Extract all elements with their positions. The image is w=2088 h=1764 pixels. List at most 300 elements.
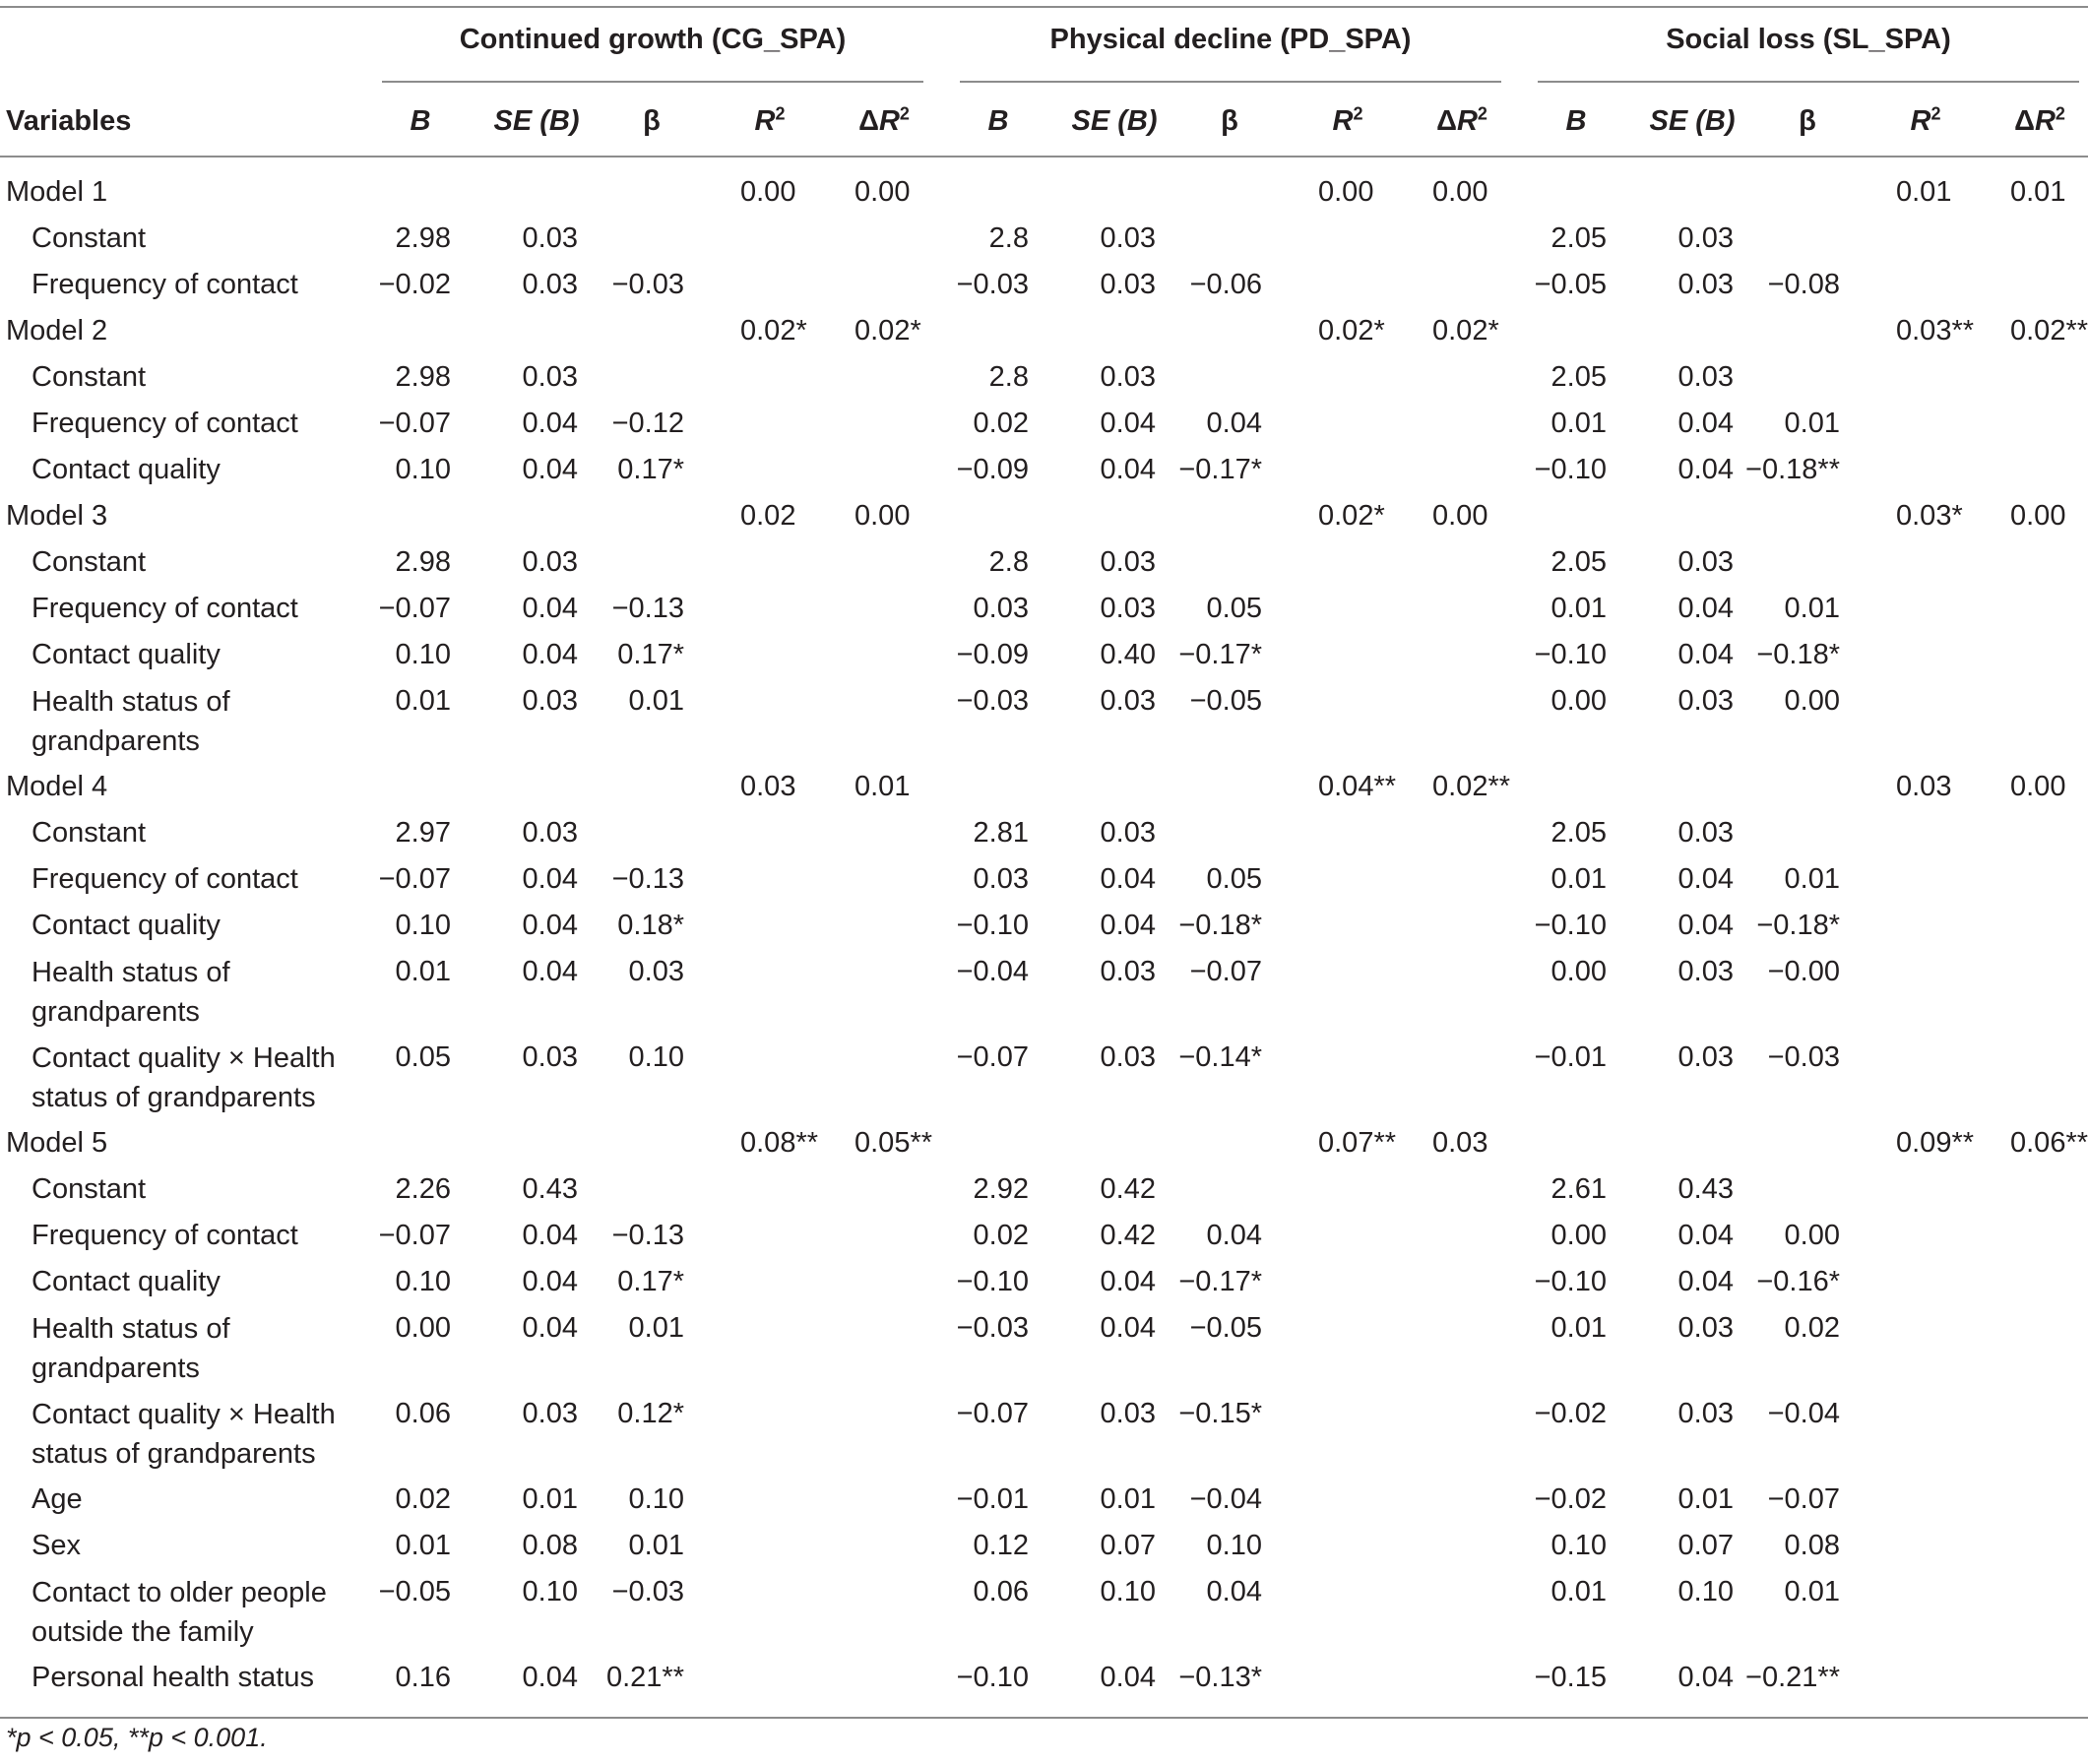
beta-value: 0.02	[1784, 1312, 1840, 1344]
b-value: 0.01	[1550, 1312, 1607, 1344]
se-value: 0.03	[522, 269, 578, 300]
header-se-paren: (B)	[1117, 105, 1158, 137]
table-row	[0, 632, 2088, 678]
r2-value: 0.01	[1896, 176, 1952, 208]
col-header-B-g1	[939, 98, 1057, 145]
b-value: 0.05	[395, 1041, 451, 1073]
se-value: 0.03	[522, 817, 578, 849]
b-value: −0.04	[956, 956, 1029, 987]
beta-value: 0.01	[1784, 408, 1840, 439]
b-value: 2.81	[973, 817, 1029, 849]
se-value: 0.40	[1100, 639, 1156, 670]
beta-value: 0.01	[1784, 863, 1840, 895]
beta-value: −0.05	[1189, 1312, 1262, 1344]
col-header-beta-g2	[1748, 98, 1867, 145]
se-value: 0.43	[1677, 1173, 1734, 1205]
beta-value: −0.17*	[1178, 454, 1262, 485]
beta-value: 0.12*	[617, 1398, 684, 1429]
top-rule	[0, 6, 2088, 8]
beta-value: −0.18*	[1178, 910, 1262, 941]
b-value: 2.05	[1550, 222, 1607, 254]
beta-value: 0.01	[1784, 593, 1840, 624]
se-value: 0.04	[1100, 910, 1156, 941]
header-r-text: R	[1332, 105, 1354, 137]
col-header-R2-g0	[711, 98, 829, 145]
se-value: 0.03	[1677, 956, 1734, 987]
beta-value: −0.13	[611, 1220, 684, 1251]
variable-label: Constant	[32, 222, 147, 254]
delta-r2-value: 0.03	[1432, 1127, 1488, 1159]
se-value: 0.04	[1100, 1266, 1156, 1297]
table-row	[0, 354, 2088, 401]
table-row	[0, 949, 2088, 1035]
variable-label: Contact quality × Health status of grandparents	[32, 1399, 336, 1470]
header-r-sup: 2	[1930, 103, 1941, 124]
table-row	[0, 1305, 2088, 1391]
r2-value: 0.02*	[1318, 500, 1385, 532]
se-value: 0.03	[522, 222, 578, 254]
b-value: 0.06	[973, 1576, 1029, 1607]
se-value: 0.04	[1677, 863, 1734, 895]
table-row	[0, 262, 2088, 308]
delta-r2-value: 0.06**	[2010, 1127, 2088, 1159]
se-value: 0.03	[1677, 222, 1734, 254]
se-value: 0.10	[1100, 1576, 1156, 1607]
r2-value: 0.00	[740, 176, 796, 208]
beta-value: −0.13	[611, 863, 684, 895]
model-label: Model 3	[6, 500, 108, 532]
table-row	[0, 678, 2088, 764]
se-value: 0.04	[1677, 1266, 1734, 1297]
header-dr-sup: 2	[2055, 103, 2065, 124]
col-header-beta-g0	[593, 98, 711, 145]
se-value: 0.10	[522, 1576, 578, 1607]
beta-value: −0.14*	[1178, 1041, 1262, 1073]
b-value: −0.02	[378, 269, 451, 300]
variable-label: Constant	[32, 546, 147, 578]
variable-label: Frequency of contact	[32, 269, 298, 300]
se-value: 0.07	[1100, 1530, 1156, 1561]
col-header-variables: Variables	[6, 105, 132, 137]
beta-value: 0.21**	[605, 1662, 684, 1693]
se-value: 0.04	[1677, 593, 1734, 624]
se-value: 0.04	[1100, 1312, 1156, 1344]
beta-value: 0.17*	[617, 1266, 684, 1297]
col-header-dR2-g0	[825, 98, 943, 145]
r2-value: 0.09**	[1896, 1127, 1975, 1159]
b-value: −0.07	[956, 1398, 1029, 1429]
beta-value: −0.18**	[1745, 454, 1840, 485]
b-value: 2.05	[1550, 817, 1607, 849]
header-dr-text: R	[1456, 105, 1478, 137]
delta-r2-value: 0.05**	[854, 1127, 933, 1159]
beta-value: 0.04	[1206, 1576, 1262, 1607]
beta-value: 0.05	[1206, 863, 1262, 895]
delta-r2-value: 0.01	[2010, 176, 2066, 208]
beta-value: 0.10	[628, 1041, 684, 1073]
beta-value: 0.00	[1784, 685, 1840, 717]
group-rule-cg	[382, 81, 923, 83]
b-value: −0.07	[378, 863, 451, 895]
b-value: 0.01	[395, 956, 451, 987]
b-value: 0.00	[1550, 956, 1607, 987]
se-value: 0.04	[522, 956, 578, 987]
col-header-SE-g0	[477, 98, 596, 145]
se-value: 0.04	[1677, 639, 1734, 670]
table-row	[0, 810, 2088, 856]
header-delta-text: Δ	[858, 105, 879, 137]
se-value: 0.04	[522, 863, 578, 895]
se-value: 0.03	[1100, 956, 1156, 987]
b-value: −0.09	[956, 454, 1029, 485]
footnote: *p < 0.05, **p < 0.001.	[6, 1723, 268, 1752]
header-beta-text: β	[643, 105, 661, 137]
col-header-B-g0	[361, 98, 479, 145]
header-r-sup: 2	[775, 103, 786, 124]
b-value: 0.02	[973, 1220, 1029, 1251]
table-row	[0, 856, 2088, 903]
b-value: 2.8	[988, 222, 1029, 254]
header-se-text: SE	[493, 105, 533, 137]
se-value: 0.03	[522, 685, 578, 717]
variable-label: Constant	[32, 1173, 147, 1205]
r2-value: 0.02	[740, 500, 796, 532]
se-value: 0.03	[522, 361, 578, 393]
delta-r2-value: 0.02*	[1432, 315, 1499, 346]
b-value: −0.07	[378, 593, 451, 624]
beta-value: −0.21**	[1745, 1662, 1840, 1693]
b-value: 2.98	[395, 546, 451, 578]
delta-r2-value: 0.00	[2010, 500, 2066, 532]
se-value: 0.04	[1100, 863, 1156, 895]
model-label: Model 2	[6, 315, 108, 346]
b-value: −0.15	[1534, 1662, 1607, 1693]
beta-value: −0.12	[611, 408, 684, 439]
table-row	[0, 1213, 2088, 1259]
r2-value: 0.07**	[1318, 1127, 1397, 1159]
se-value: 0.01	[522, 1483, 578, 1515]
se-value: 0.08	[522, 1530, 578, 1561]
b-value: 0.10	[395, 454, 451, 485]
se-value: 0.07	[1677, 1530, 1734, 1561]
beta-value: −0.03	[611, 1576, 684, 1607]
beta-value: 0.01	[1784, 1576, 1840, 1607]
header-se-paren: (B)	[1695, 105, 1736, 137]
beta-value: −0.16*	[1756, 1266, 1840, 1297]
beta-value: 0.04	[1206, 408, 1262, 439]
se-value: 0.04	[1677, 408, 1734, 439]
beta-value: 0.10	[1206, 1530, 1262, 1561]
header-dr-text: R	[878, 105, 900, 137]
variable-label: Age	[32, 1483, 83, 1515]
model-row	[0, 308, 2088, 354]
beta-value: −0.04	[1189, 1483, 1262, 1515]
model-label: Model 5	[6, 1127, 108, 1159]
model-row	[0, 169, 2088, 216]
beta-value: −0.17*	[1178, 1266, 1262, 1297]
se-value: 0.04	[522, 593, 578, 624]
b-value: 2.8	[988, 546, 1029, 578]
beta-value: 0.03	[628, 956, 684, 987]
se-value: 0.04	[522, 1662, 578, 1693]
header-r-text: R	[754, 105, 776, 137]
table-row	[0, 1035, 2088, 1120]
group-rule-pd	[960, 81, 1501, 83]
se-value: 0.04	[1100, 408, 1156, 439]
b-value: 2.97	[395, 817, 451, 849]
group-header-cg: Continued growth (CG_SPA)	[459, 24, 847, 55]
variable-label: Contact quality	[32, 639, 221, 670]
beta-value: −0.04	[1767, 1398, 1840, 1429]
r2-value: 0.03*	[1896, 500, 1963, 532]
b-value: −0.05	[1534, 269, 1607, 300]
se-value: 0.03	[1677, 1041, 1734, 1073]
col-header-R2-g2	[1867, 98, 1985, 145]
b-value: −0.10	[1534, 1266, 1607, 1297]
se-value: 0.42	[1100, 1173, 1156, 1205]
b-value: 2.98	[395, 361, 451, 393]
header-se-text: SE	[1071, 105, 1110, 137]
beta-value: −0.03	[1767, 1041, 1840, 1073]
header-r-text: R	[1910, 105, 1931, 137]
delta-r2-value: 0.00	[1432, 500, 1488, 532]
se-value: 0.04	[522, 454, 578, 485]
r2-value: 0.03**	[1896, 315, 1975, 346]
table-row	[0, 586, 2088, 632]
table-row	[0, 1166, 2088, 1213]
beta-value: 0.17*	[617, 454, 684, 485]
delta-r2-value: 0.00	[2010, 771, 2066, 802]
variable-label: Contact quality × Health status of grandparents	[32, 1042, 336, 1113]
se-value: 0.03	[522, 546, 578, 578]
b-value: 0.03	[973, 593, 1029, 624]
se-value: 0.03	[1100, 269, 1156, 300]
b-value: −0.10	[1534, 639, 1607, 670]
b-value: 0.03	[973, 863, 1029, 895]
delta-r2-value: 0.00	[1432, 176, 1488, 208]
beta-value: 0.00	[1784, 1220, 1840, 1251]
header-delta-text: Δ	[1436, 105, 1457, 137]
b-value: 0.10	[395, 1266, 451, 1297]
se-value: 0.03	[1677, 269, 1734, 300]
model-row	[0, 1120, 2088, 1166]
header-dr-sup: 2	[1477, 103, 1487, 124]
b-value: 0.10	[1550, 1530, 1607, 1561]
r2-value: 0.03	[1896, 771, 1952, 802]
b-value: 0.00	[1550, 1220, 1607, 1251]
header-b-text: B	[410, 105, 431, 137]
beta-value: −0.06	[1189, 269, 1262, 300]
se-value: 0.03	[1677, 1312, 1734, 1344]
beta-value: 0.08	[1784, 1530, 1840, 1561]
table-row	[0, 1569, 2088, 1655]
variable-label: Contact quality	[32, 910, 221, 941]
se-value: 0.03	[522, 1398, 578, 1429]
table-row	[0, 1523, 2088, 1569]
header-dr-sup: 2	[899, 103, 910, 124]
se-value: 0.03	[1100, 593, 1156, 624]
b-value: −0.10	[1534, 910, 1607, 941]
se-value: 0.03	[1100, 1041, 1156, 1073]
b-value: 0.01	[1550, 593, 1607, 624]
b-value: −0.03	[956, 269, 1029, 300]
se-value: 0.03	[1100, 361, 1156, 393]
b-value: 0.02	[973, 408, 1029, 439]
col-header-R2-g1	[1289, 98, 1407, 145]
se-value: 0.03	[1677, 685, 1734, 717]
header-delta-text: Δ	[2014, 105, 2035, 137]
beta-value: −0.07	[1189, 956, 1262, 987]
beta-value: −0.05	[1189, 685, 1262, 717]
b-value: −0.01	[956, 1483, 1029, 1515]
b-value: −0.02	[1534, 1483, 1607, 1515]
se-value: 0.03	[1100, 1398, 1156, 1429]
delta-r2-value: 0.02*	[854, 315, 921, 346]
se-value: 0.04	[1677, 1220, 1734, 1251]
col-header-SE-g1	[1055, 98, 1173, 145]
variable-label: Health status of grandparents	[32, 957, 230, 1028]
col-header-SE-g2	[1633, 98, 1751, 145]
b-value: 0.01	[1550, 408, 1607, 439]
b-value: 0.01	[395, 1530, 451, 1561]
beta-value: 0.10	[628, 1483, 684, 1515]
se-value: 0.04	[1677, 1662, 1734, 1693]
se-value: 0.03	[1100, 222, 1156, 254]
group-rule-sl	[1538, 81, 2079, 83]
se-value: 0.04	[522, 1266, 578, 1297]
beta-value: −0.03	[611, 269, 684, 300]
variable-label: Sex	[32, 1530, 81, 1561]
b-value: 2.61	[1550, 1173, 1607, 1205]
table-row	[0, 447, 2088, 493]
beta-value: −0.13	[611, 593, 684, 624]
table-row	[0, 539, 2088, 586]
b-value: 0.01	[1550, 1576, 1607, 1607]
se-value: 0.03	[1677, 546, 1734, 578]
se-value: 0.04	[522, 639, 578, 670]
r2-value: 0.03	[740, 771, 796, 802]
b-value: 2.05	[1550, 546, 1607, 578]
se-value: 0.10	[1677, 1576, 1734, 1607]
col-header-dR2-g1	[1403, 98, 1521, 145]
b-value: 2.26	[395, 1173, 451, 1205]
se-value: 0.04	[1677, 454, 1734, 485]
b-value: 0.16	[395, 1662, 451, 1693]
header-b-text: B	[987, 105, 1009, 137]
table-row	[0, 1477, 2088, 1523]
se-value: 0.03	[522, 1041, 578, 1073]
group-header-sl: Social loss (SL_SPA)	[1666, 24, 1951, 55]
r2-value: 0.00	[1318, 176, 1374, 208]
beta-value: 0.01	[628, 685, 684, 717]
r2-value: 0.02*	[1318, 315, 1385, 346]
b-value: −0.10	[956, 910, 1029, 941]
b-value: −0.07	[378, 1220, 451, 1251]
b-value: 2.92	[973, 1173, 1029, 1205]
table-row	[0, 1391, 2088, 1477]
r2-value: 0.08**	[740, 1127, 819, 1159]
beta-value: 0.05	[1206, 593, 1262, 624]
se-value: 0.01	[1677, 1483, 1734, 1515]
beta-value: −0.15*	[1178, 1398, 1262, 1429]
beta-value: 0.01	[628, 1312, 684, 1344]
variable-label: Constant	[32, 817, 147, 849]
delta-r2-value: 0.00	[854, 176, 911, 208]
b-value: −0.03	[956, 685, 1029, 717]
beta-value: 0.17*	[617, 639, 684, 670]
col-header-beta-g1	[1171, 98, 1289, 145]
b-value: 0.02	[395, 1483, 451, 1515]
beta-value: 0.01	[628, 1530, 684, 1561]
table-row	[0, 1259, 2088, 1305]
b-value: −0.10	[956, 1662, 1029, 1693]
se-value: 0.43	[522, 1173, 578, 1205]
variable-label: Health status of grandparents	[32, 686, 230, 757]
model-row	[0, 764, 2088, 810]
table-row	[0, 1655, 2088, 1701]
model-label: Model 4	[6, 771, 108, 802]
header-r-sup: 2	[1353, 103, 1363, 124]
se-value: 0.04	[522, 1312, 578, 1344]
variable-label: Frequency of contact	[32, 593, 298, 624]
se-value: 0.03	[1100, 817, 1156, 849]
beta-value: −0.17*	[1178, 639, 1262, 670]
b-value: 0.00	[1550, 685, 1607, 717]
col-header-dR2-g2	[1981, 98, 2088, 145]
se-value: 0.03	[1100, 685, 1156, 717]
beta-value: −0.07	[1767, 1483, 1840, 1515]
variable-label: Contact quality	[32, 454, 221, 485]
header-se-paren: (B)	[539, 105, 580, 137]
se-value: 0.03	[1677, 817, 1734, 849]
header-beta-text: β	[1221, 105, 1238, 137]
se-value: 0.04	[1100, 1662, 1156, 1693]
variable-label: Constant	[32, 361, 147, 393]
bottom-rule	[0, 1717, 2088, 1719]
r2-value: 0.02*	[740, 315, 807, 346]
se-value: 0.04	[522, 408, 578, 439]
beta-value: −0.00	[1767, 956, 1840, 987]
variable-label: Personal health status	[32, 1662, 314, 1693]
b-value: −0.07	[956, 1041, 1029, 1073]
header-beta-text: β	[1799, 105, 1816, 137]
group-header-pd: Physical decline (PD_SPA)	[1049, 24, 1412, 55]
b-value: −0.02	[1534, 1398, 1607, 1429]
se-value: 0.03	[1677, 361, 1734, 393]
se-value: 0.03	[1677, 1398, 1734, 1429]
b-value: −0.07	[378, 408, 451, 439]
variable-label: Contact quality	[32, 1266, 221, 1297]
variable-label: Contact to older people outside the family	[32, 1577, 327, 1648]
beta-value: 0.18*	[617, 910, 684, 941]
se-value: 0.04	[522, 910, 578, 941]
variable-label: Frequency of contact	[32, 1220, 298, 1251]
b-value: 2.05	[1550, 361, 1607, 393]
se-value: 0.04	[522, 1220, 578, 1251]
b-value: 0.10	[395, 639, 451, 670]
beta-value: −0.18*	[1756, 910, 1840, 941]
variable-label: Health status of grandparents	[32, 1313, 230, 1384]
variable-label: Frequency of contact	[32, 863, 298, 895]
beta-value: −0.08	[1767, 269, 1840, 300]
beta-value: −0.18*	[1756, 639, 1840, 670]
b-value: 2.98	[395, 222, 451, 254]
col-header-B-g2	[1517, 98, 1635, 145]
b-value: −0.03	[956, 1312, 1029, 1344]
b-value: −0.10	[1534, 454, 1607, 485]
b-value: 2.8	[988, 361, 1029, 393]
se-value: 0.01	[1100, 1483, 1156, 1515]
